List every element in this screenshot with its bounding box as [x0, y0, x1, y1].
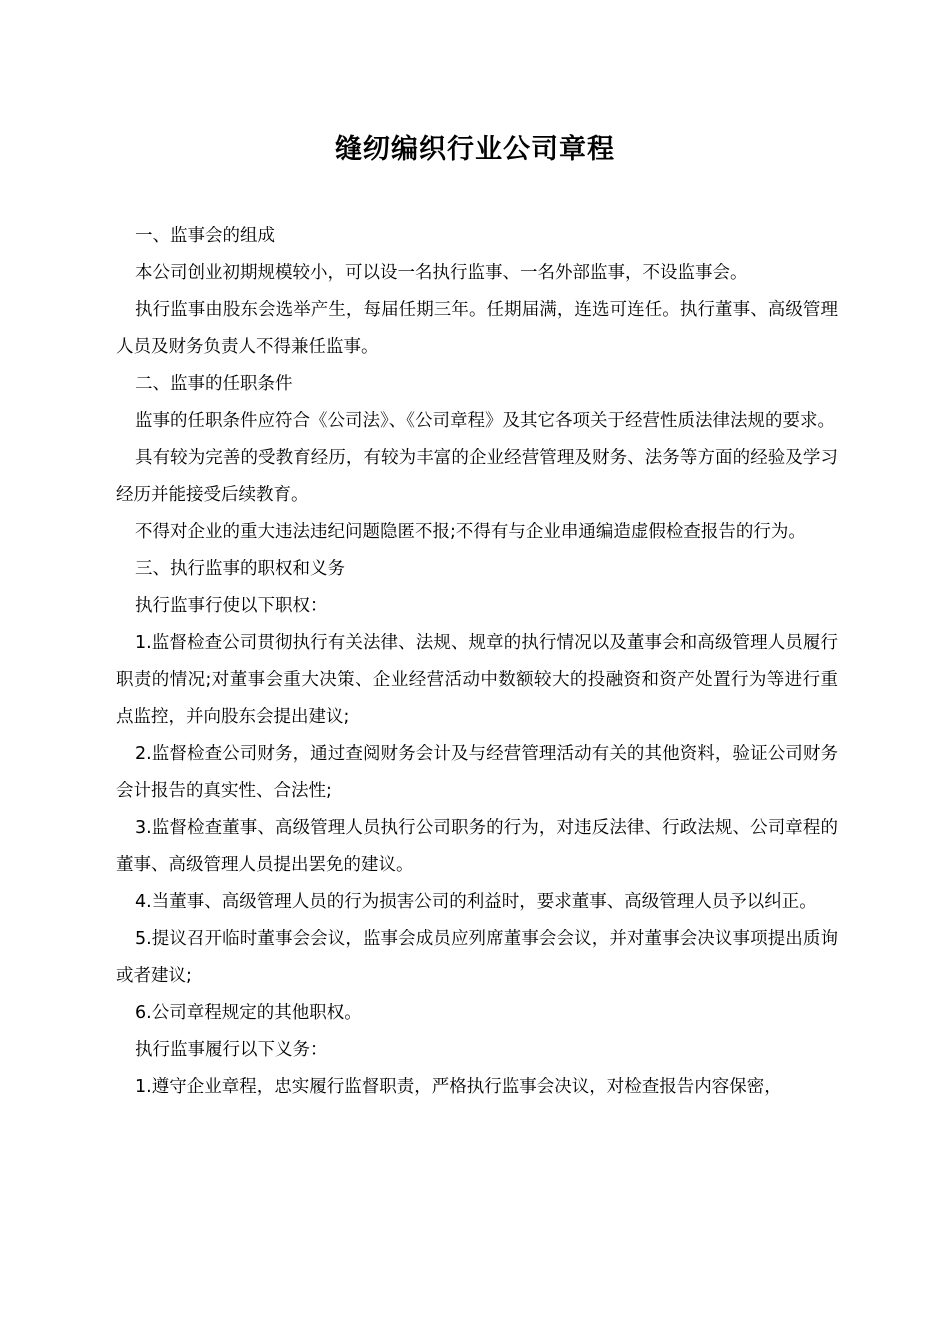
paragraph: 执行监事履行以下义务： — [135, 1040, 328, 1060]
paragraph: 执行监事由股东会选举产生，每届任期三年。任期届满，连选可连任。执行董事、高级管理人员及财务负责人不得兼任监事。 — [116, 300, 838, 357]
list-item: 4.当董事、高级管理人员的行为损害公司的利益时，要求董事、高级管理人员予以纠正。 — [135, 892, 817, 912]
list-item: 1.监督检查公司贯彻执行有关法律、法规、规章的执行情况以及董事会和高级管理人员履行职责的情况;对董事会重大决策、企业经营活动中数额较大的投融资和资产处置行为等进行重点监控，并向股东会提出建议; — [116, 633, 838, 727]
section-heading: 二、监事的任职条件 — [135, 374, 293, 394]
paragraph: 具有较为完善的受教育经历，有较为丰富的企业经营管理及财务、法务等方面的经验及学习经历并能接受后续教育。 — [116, 448, 838, 505]
list-item: 1.遵守企业章程，忠实履行监督职责，严格执行监事会决议，对检查报告内容保密， — [135, 1077, 782, 1097]
paragraph: 监事的任职条件应符合《公司法》、《公司章程》及其它各项关于经营性质法律法规的要求。 — [135, 411, 835, 431]
paragraph: 本公司创业初期规模较小，可以设一名执行监事、一名外部监事，不设监事会。 — [135, 263, 748, 283]
list-item: 6.公司章程规定的其他职权。 — [135, 1003, 362, 1023]
document-body — [116, 218, 838, 1106]
paragraph: 执行监事行使以下职权： — [135, 596, 328, 616]
document-title: 缝纫编织行业公司章程 — [335, 134, 615, 165]
list-item: 3.监督检查董事、高级管理人员执行公司职务的行为，对违反法律、行政法规、公司章程的董事、高级管理人员提出罢免的建议。 — [116, 818, 838, 875]
section-heading: 一、监事会的组成 — [135, 226, 275, 246]
list-item: 5.提议召开临时董事会会议，监事会成员应列席董事会会议，并对董事会决议事项提出质询或者建议; — [116, 929, 838, 986]
section-heading: 三、执行监事的职权和义务 — [135, 559, 345, 579]
paragraph: 不得对企业的重大违法违纪问题隐匿不报;不得有与企业串通编造虚假检查报告的行为。 — [135, 522, 806, 542]
list-item: 2.监督检查公司财务，通过查阅财务会计及与经营管理活动有关的其他资料，验证公司财务会计报告的真实性、合法性; — [116, 744, 838, 801]
